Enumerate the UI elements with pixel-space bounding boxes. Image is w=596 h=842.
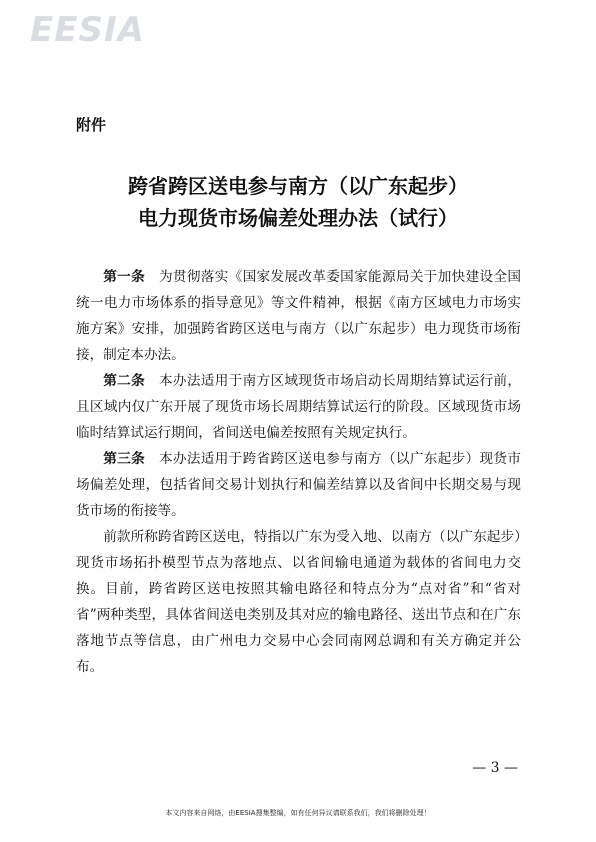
article-heading: 第一条 [103,269,146,285]
page-number: — 3 — [472,760,518,776]
article-heading: 第二条 [103,373,146,389]
eesia-watermark-logo: EESIA [30,10,145,50]
paragraph-article-2 [76,368,521,446]
paragraph-text: 本办法适用于跨省跨区送电参与南方（以广东起步）现货市场偏差处理，包括省间交易计划执行和偏差结算以及省间中长期交易与现货市场的衔接等。 [76,451,522,519]
article-heading: 第三条 [103,451,146,467]
paragraph-text: 为贯彻落实《国家发展改革委国家能源局关于加快建设全国统一电力市场体系的指导意见》等文件精神，根据《南方区域电力市场实施方案》安排，加强跨省跨区送电与南方（以广东起步）电力现货市场衔接，制定本办法。 [76,269,522,363]
paragraph-text: 前款所称跨省跨区送电，特指以广东为受入地、以南方（以广东起步）现货市场拓扑模型节点为落地点、以省间输电通道为载体的省间电力交换。目前，跨省跨区送电按照其输电路径和特点分为“点对省”和“省对省”两种类型，具体省间送电类别及其对应的输电路径、送出节点和在广东落地节点等信息，由广州电力交易中心会同南网总调和有关方确定并公布。 [76,529,521,675]
attachment-label: 附件 [76,116,107,134]
document-title-line-2: 电力现货市场偏差处理办法（试行） [138,206,458,230]
paragraph-article-1 [76,264,521,368]
paragraph-definition [76,524,521,680]
footer-notice: 本文内容来自网络，由EESIA搜集整编，如有任何异议请联系我们，我们将删除处理！ [165,809,431,817]
paragraph-text: 本办法适用于南方区域现货市场启动长周期结算试运行前，且区域内仅广东开展了现货市场长周期结算试运行的阶段。区域现货市场临时结算试运行期间，省间送电偏差按照有关规定执行。 [76,373,522,441]
document-body [76,264,521,680]
document-title-line-1: 跨省跨区送电参与南方（以广东起步） [128,174,468,198]
paragraph-article-3 [76,446,521,524]
